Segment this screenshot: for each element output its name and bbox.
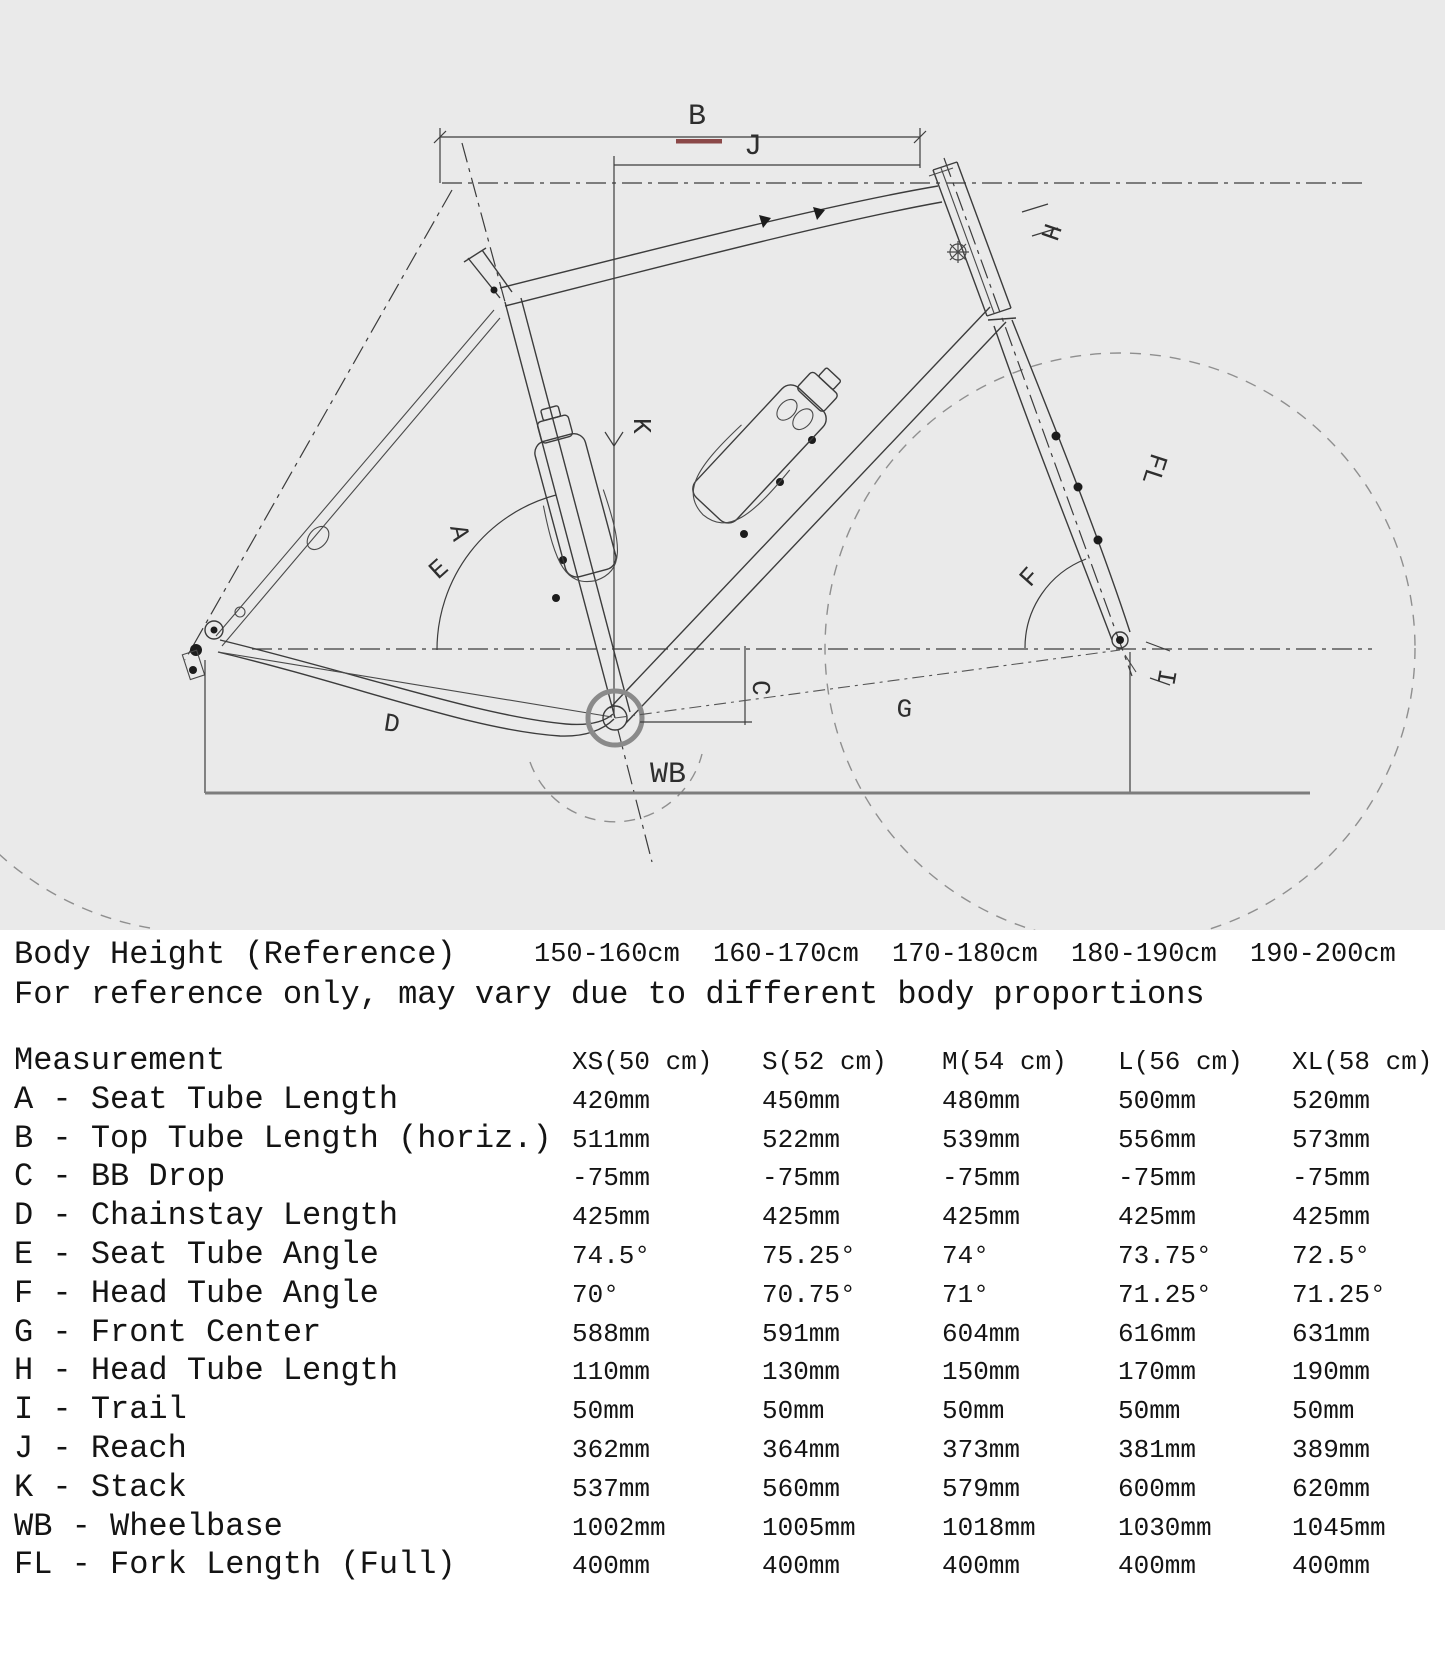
- row-value-m: 373mm: [942, 1434, 1021, 1465]
- body-height-range-l: 180-190cm: [1071, 940, 1217, 970]
- row-value-m: 425mm: [942, 1202, 1021, 1233]
- row-value-xl: 400mm: [1292, 1551, 1371, 1582]
- row-value-l: 1030mm: [1118, 1512, 1212, 1543]
- row-value-xl: 573mm: [1292, 1124, 1371, 1155]
- row-value-xl: 50mm: [1292, 1396, 1355, 1427]
- fork-bolt-1: [1052, 432, 1061, 441]
- row-value-xs: 110mm: [572, 1357, 651, 1388]
- dimension-trail-i: [1146, 642, 1182, 687]
- row-label: A - Seat Tube Length: [14, 1080, 399, 1118]
- header-size-l: L(56 cm): [1118, 1047, 1243, 1077]
- front-dropout: [1112, 632, 1136, 672]
- dimension-bb-drop-c: [640, 646, 775, 725]
- top-tube: [500, 186, 942, 306]
- table-row-top-tube-length: [0, 1120, 1445, 1159]
- row-label: F - Head Tube Angle: [14, 1274, 379, 1312]
- dimension-top-tube-b: [434, 100, 926, 183]
- row-value-xs: 511mm: [572, 1124, 651, 1155]
- row-value-l: 556mm: [1118, 1124, 1197, 1155]
- chainstay-measure-line: [218, 652, 612, 717]
- header-size-xs: XS(50 cm): [572, 1047, 713, 1077]
- row-value-xl: 520mm: [1292, 1085, 1371, 1116]
- row-value-s: 1005mm: [762, 1512, 856, 1543]
- row-label: D - Chainstay Length: [14, 1197, 399, 1235]
- row-value-xs: 70°: [572, 1279, 619, 1310]
- fork-bolt-3: [1094, 536, 1103, 545]
- row-label: G - Front Center: [14, 1313, 322, 1351]
- table-row-seat-tube-length: [0, 1081, 1445, 1120]
- label-reach-j: J: [744, 130, 763, 164]
- row-value-s: 364mm: [762, 1434, 841, 1465]
- row-label: J - Reach: [14, 1429, 187, 1467]
- table-row-reach: [0, 1430, 1445, 1469]
- row-value-xl: -75mm: [1292, 1163, 1371, 1194]
- row-value-xl: 1045mm: [1292, 1512, 1386, 1543]
- row-value-m: 74°: [942, 1240, 989, 1271]
- row-value-l: 600mm: [1118, 1473, 1197, 1504]
- reference-note: For reference only, may vary due to different body proportions: [14, 976, 1205, 1013]
- row-value-l: 71.25°: [1118, 1279, 1212, 1310]
- row-value-xs: 420mm: [572, 1085, 651, 1116]
- table-row-bb-drop: [0, 1158, 1445, 1197]
- label-wheelbase-wb: WB: [650, 758, 687, 792]
- row-value-m: 579mm: [942, 1473, 1021, 1504]
- row-value-l: 381mm: [1118, 1434, 1197, 1465]
- body-height-range-xl: 190-200cm: [1250, 940, 1396, 970]
- row-value-l: 500mm: [1118, 1085, 1197, 1116]
- dimension-wheelbase-wb: [205, 652, 1310, 793]
- dimension-head-angle-f: [1014, 559, 1086, 648]
- rear-wheel-dashed-arc: [0, 780, 150, 928]
- label-seat-tube-a: A: [442, 521, 476, 545]
- head-tube-logo: [947, 241, 969, 263]
- row-label: H - Head Tube Length: [14, 1352, 399, 1390]
- table-row-stack: [0, 1469, 1445, 1508]
- fork: [988, 318, 1130, 640]
- head-tube: [929, 162, 1011, 316]
- red-accent-mark: [676, 139, 722, 144]
- bottle-bolt-2: [552, 594, 560, 602]
- table-row-trail: [0, 1391, 1445, 1430]
- spacer: [0, 1016, 1445, 1042]
- body-height-line: [0, 936, 1445, 976]
- fork-bolt-2: [1074, 483, 1083, 492]
- row-value-l: 425mm: [1118, 1202, 1197, 1233]
- row-value-s: 130mm: [762, 1357, 841, 1388]
- dimension-head-tube-h: [1022, 204, 1067, 244]
- row-value-xs: -75mm: [572, 1163, 651, 1194]
- down-tube: [610, 307, 1006, 726]
- row-value-s: 591mm: [762, 1318, 841, 1349]
- row-value-m: -75mm: [942, 1163, 1021, 1194]
- downtube-bolt-3: [740, 530, 748, 538]
- body-height-label: Body Height (Reference): [14, 936, 456, 973]
- row-value-m: 1018mm: [942, 1512, 1036, 1543]
- label-front-center-g: G: [895, 694, 914, 726]
- row-value-s: 522mm: [762, 1124, 841, 1155]
- reference-note-line: [0, 976, 1445, 1016]
- row-label: I - Trail: [14, 1391, 187, 1429]
- dimension-seat-angle-e: [423, 495, 556, 650]
- row-value-m: 604mm: [942, 1318, 1021, 1349]
- row-label: C - BB Drop: [14, 1158, 226, 1196]
- row-value-xs: 362mm: [572, 1434, 651, 1465]
- row-value-l: -75mm: [1118, 1163, 1197, 1194]
- geometry-text-block: [0, 930, 1445, 1585]
- label-head-tube-h: H: [1033, 219, 1067, 244]
- row-value-xl: 389mm: [1292, 1434, 1371, 1465]
- down-tube-bottle: [678, 351, 859, 538]
- downtube-bolt-1: [808, 436, 816, 444]
- row-value-m: 400mm: [942, 1551, 1021, 1582]
- row-value-m: 71°: [942, 1279, 989, 1310]
- table-row-chainstay-length: [0, 1197, 1445, 1236]
- geometry-table: [0, 1042, 1445, 1585]
- dimension-front-center-g: [615, 650, 1120, 725]
- row-value-s: 70.75°: [762, 1279, 856, 1310]
- seatpost: [464, 248, 512, 298]
- label-trail-i: I: [1149, 666, 1182, 688]
- table-row-front-center: [0, 1314, 1445, 1353]
- table-row-fork-length: [0, 1546, 1445, 1585]
- row-value-xs: 50mm: [572, 1396, 635, 1427]
- row-label: E - Seat Tube Angle: [14, 1235, 379, 1273]
- dimension-stack-k: [605, 205, 656, 716]
- row-label: WB - Wheelbase: [14, 1507, 283, 1545]
- row-value-m: 539mm: [942, 1124, 1021, 1155]
- seat-stays: [216, 310, 500, 646]
- row-value-xl: 72.5°: [1292, 1240, 1371, 1271]
- table-row-seat-tube-angle: [0, 1236, 1445, 1275]
- table-row-head-tube-length: [0, 1352, 1445, 1391]
- row-value-xs: 1002mm: [572, 1512, 666, 1543]
- row-label: B - Top Tube Length (horiz.): [14, 1119, 552, 1157]
- row-value-xl: 71.25°: [1292, 1279, 1386, 1310]
- body-height-range-xs: 150-160cm: [534, 940, 680, 970]
- row-value-s: -75mm: [762, 1163, 841, 1194]
- table-header-row: [0, 1042, 1445, 1081]
- header-size-xl: XL(58 cm): [1292, 1047, 1433, 1077]
- row-value-xl: 425mm: [1292, 1202, 1371, 1233]
- row-value-xl: 190mm: [1292, 1357, 1371, 1388]
- dimension-reach-j: [614, 130, 920, 205]
- seat-tube: [505, 298, 630, 718]
- label-chainstay-d: D: [381, 708, 402, 741]
- row-value-l: 400mm: [1118, 1551, 1197, 1582]
- label-top-tube-b: B: [688, 100, 707, 134]
- rear-diagonal-reference: [185, 190, 452, 660]
- row-value-s: 560mm: [762, 1473, 841, 1504]
- row-value-l: 73.75°: [1118, 1240, 1212, 1271]
- row-value-xs: 74.5°: [572, 1240, 651, 1271]
- row-value-xs: 588mm: [572, 1318, 651, 1349]
- row-value-xs: 425mm: [572, 1202, 651, 1233]
- row-value-s: 400mm: [762, 1551, 841, 1582]
- header-size-m: M(54 cm): [942, 1047, 1067, 1077]
- header-size-s: S(52 cm): [762, 1047, 887, 1077]
- label-bb-drop-c: C: [745, 680, 775, 696]
- header-measurement: Measurement: [14, 1042, 226, 1079]
- row-value-l: 50mm: [1118, 1396, 1181, 1427]
- row-value-s: 425mm: [762, 1202, 841, 1233]
- row-value-xl: 631mm: [1292, 1318, 1371, 1349]
- row-value-xs: 400mm: [572, 1551, 651, 1582]
- row-value-l: 616mm: [1118, 1318, 1197, 1349]
- row-value-s: 450mm: [762, 1085, 841, 1116]
- row-label: K - Stack: [14, 1468, 187, 1506]
- row-value-m: 480mm: [942, 1085, 1021, 1116]
- row-value-s: 75.25°: [762, 1240, 856, 1271]
- table-row-head-tube-angle: [0, 1275, 1445, 1314]
- row-value-xs: 537mm: [572, 1473, 651, 1504]
- row-label: FL - Fork Length (Full): [14, 1546, 456, 1584]
- seat-axis-extension-lower: [618, 730, 652, 862]
- label-seat-angle-e: E: [423, 553, 455, 586]
- label-head-angle-f: F: [1013, 561, 1047, 594]
- row-value-xl: 620mm: [1292, 1473, 1371, 1504]
- label-stack-k: K: [626, 418, 656, 434]
- row-value-m: 50mm: [942, 1396, 1005, 1427]
- row-value-l: 170mm: [1118, 1357, 1197, 1388]
- body-height-range-m: 170-180cm: [892, 940, 1038, 970]
- body-height-range-s: 160-170cm: [713, 940, 859, 970]
- row-value-m: 150mm: [942, 1357, 1021, 1388]
- table-row-wheelbase: [0, 1508, 1445, 1547]
- chain-stays: [218, 640, 614, 736]
- row-value-s: 50mm: [762, 1396, 825, 1427]
- label-fork-length-fl: FL: [1134, 449, 1173, 489]
